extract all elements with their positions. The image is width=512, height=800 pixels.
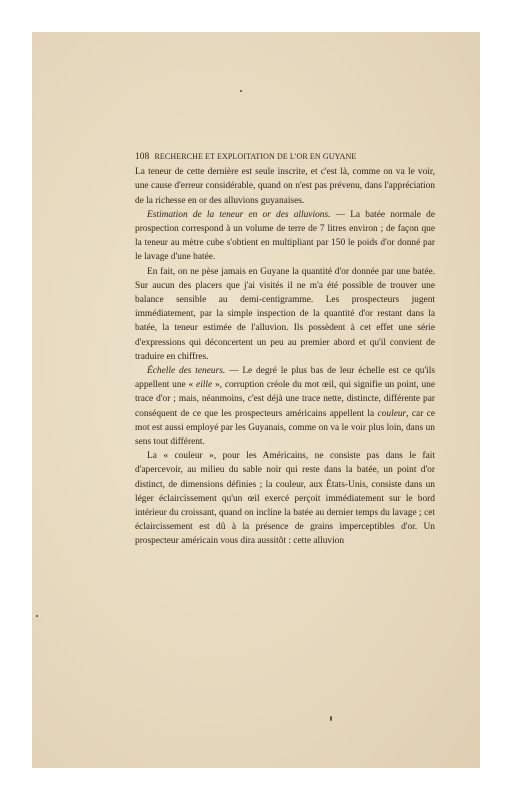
section-heading: Échelle des teneurs. [147,366,226,377]
book-page [32,32,480,768]
paragraph-text: , car ce mot est aussi employé par les Guyanais, comme on va le voir plus loin, dans un sens tout différent. [135,408,435,448]
paragraph [135,265,435,364]
section-heading: Estimation de la teneur en or des alluvions. [147,209,331,220]
paragraph [135,364,435,449]
paragraph-text: La teneur de cette dernière est seule inscrite, et c'est là, comme on va le voir, une cause d'erreur considérable, quand on n'est pas prévenu, dans l'appréciation de la richesse en or des alluvions guyanaises. [135,167,435,206]
paragraph [135,449,435,548]
italic-term: eille [196,380,213,391]
speck [36,615,38,617]
paragraph-text: En fait, on ne pèse jamais en Guyane la quantité d'or donnée par une batée. Sur aucun des placers que j'ai visités il ne m'a été possible de trouver une balance sensible au demi-centigramme. Les prospecteurs jugent immédiatement, par la simple inspection de la quantité d'or restant dans la batée, la teneur estimée de l'alluvion. Ils possèdent à cet effet une série d'expressions qui déconcertent un peu au premier abord et qu'il convient de traduire en chiffres. [135,266,435,362]
paragraph-text: », corruption créole du mot œil, qui signifie un point, une trace d'or ; mais, néanmoins, c'est déjà une trace nette, distincte, différente par conséquent de ce que les prospecteurs américains appellent la [135,380,435,419]
speck [330,716,332,721]
speck [240,90,242,92]
page-number: 108 [135,152,150,162]
italic-term: couleur [377,408,407,419]
paragraph-text: La « couleur », pour les Américains, ne consiste pas dans le fait d'apercevoir, au milieu du sable noir qui reste dans la batée, un point d'or distinct, de dimensions définies ; la couleur, aux États-Unis, consiste dans un léger éclaircissement qu'un œil exercé perçoit immédiatement sur le bord intérieur du croissant, quand on incline la batée au dernier temps du lavage ; cet éclaircissement est dû à la présence de grains imperceptibles d'or. Un prospecteur américain vous dira aussitôt : cette alluvion [135,451,435,547]
paragraph [135,208,435,265]
running-header [135,150,435,164]
paragraph-text: — Le degré le plus bas de leur échelle est ce qu'ils appellent une « [135,366,435,391]
paragraph-text: — La batée normale de prospection correspond à un volume de terre de 7 litres environ ; de façon que la teneur au mètre cube s'obtient en multipliant par 150 le poids d'or donné par le lavage d'une batée. [135,209,435,263]
paragraph [135,165,435,208]
page-text [135,150,435,549]
running-title: RECHERCHE ET EXPLOITATION DE L'OR EN GUYANE [154,152,357,161]
